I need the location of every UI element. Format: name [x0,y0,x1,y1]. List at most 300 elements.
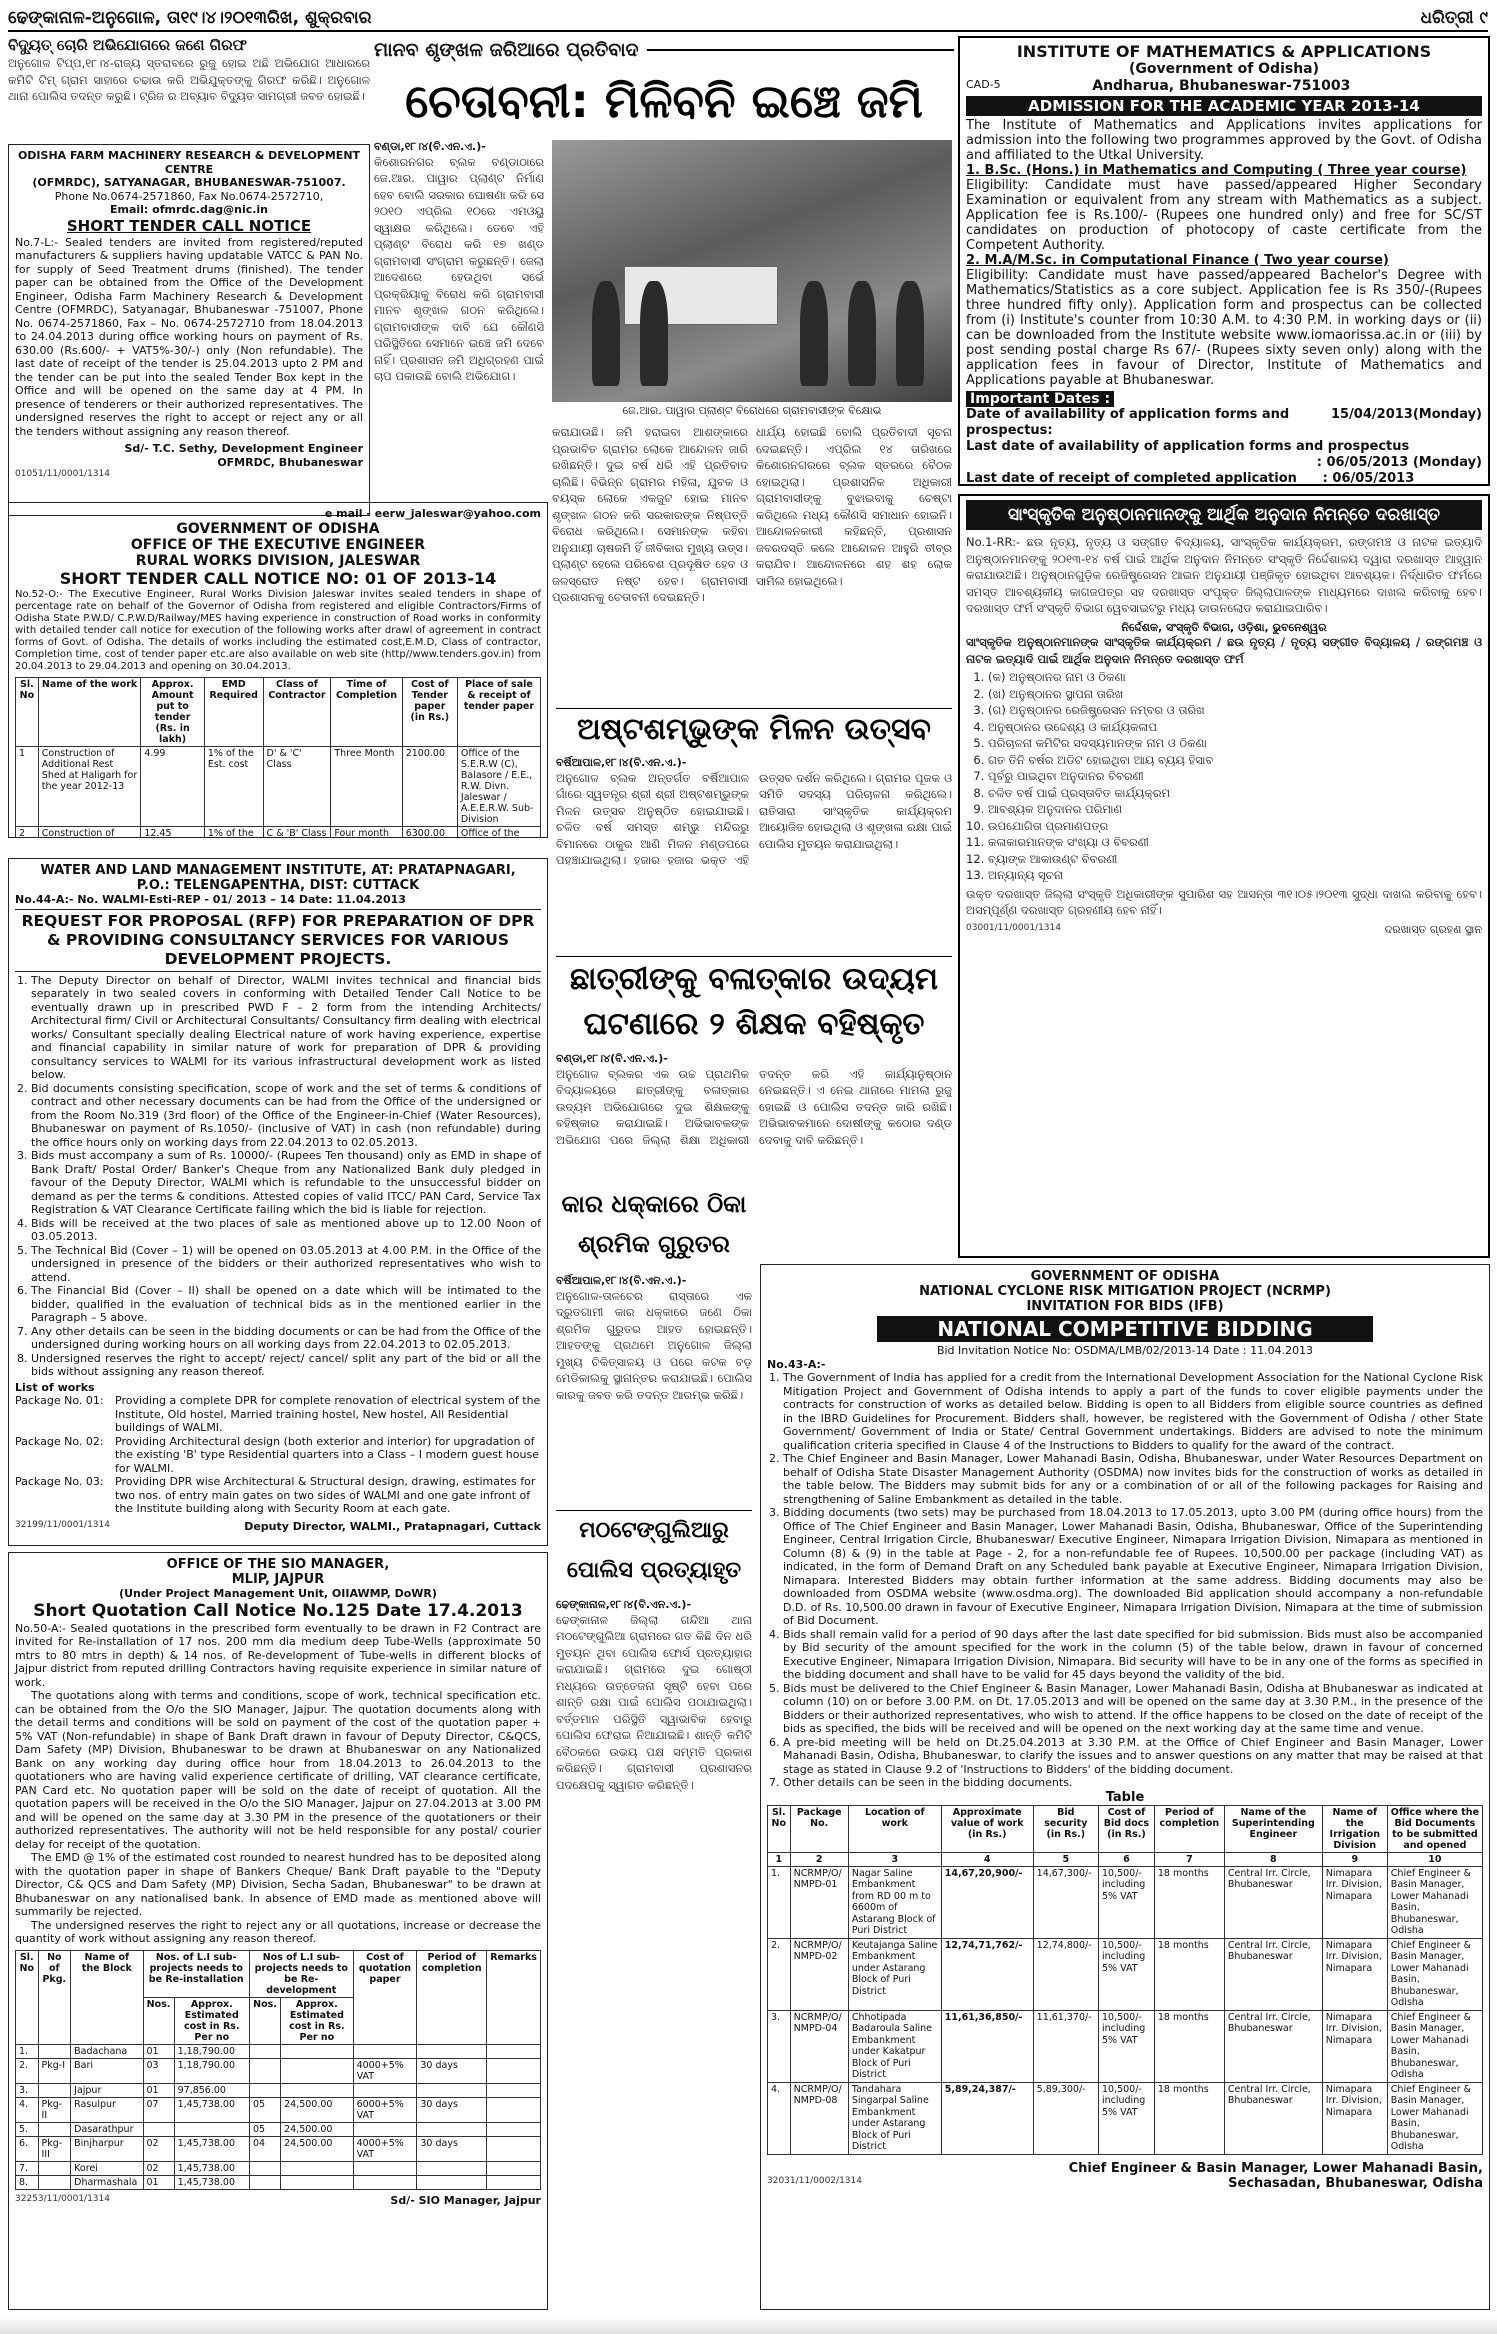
table-cell: 1% of the [204,826,263,838]
table-cell [249,2175,280,2189]
date-row [966,471,1482,486]
form-item: 4. ଅନୁଷ୍ଠାନର ଉଦ୍ଦେଶ୍ୟ ଓ କାର୍ଯ୍ୟକଳାପ [988,719,1482,736]
table-cell: 1,45,738.00 [174,2175,249,2189]
table-cell: Chief Engineer & Basin Manager, Lower Mahanadi Basin, Bhubaneswar, Odisha [1387,2082,1482,2154]
table-cell: 1,45,738.00 [174,2136,249,2161]
table-cell: 97,856.00 [174,2083,249,2097]
electric-theft-body: ଅନୁଗୋଳ ଟିପ୍ପ,୧୮।୪-ରାଜ୍ୟ ସ୍ତରାବରେ ରୁଜୁ ହୋଇ ଅଛି ଅଭିଯୋଗ ଆଧାରରେ କମିଟି ଟିମ୍ ଗ୍ରାମ ସାହାରେ ଚଢାଉ କରି ଅଭିଯୁକ୍ତଙ୍କୁ ଗିରଫ କରିଛି। ଅନୁଗୋଳ ଥାନା ପୋଲିସ ତଦନ୍ତ କରୁଛି। ଟ୍ରିଜ ର ଅବ୍ୟାବ ବିଦ୍ୟୁତ ସାମଗ୍ରୀ ଜବତ ହୋଇଛି। [8,56,370,103]
table-cell: 1 [16,746,39,826]
table-cell: Badachana [71,2044,143,2058]
table-header-cell: Period of completion [417,1950,487,2044]
table-cell: 11,61,36,850/- [941,2010,1033,2082]
ima-dates-list [966,407,1482,486]
table-cell: 07 [143,2097,174,2122]
table-cell [487,2058,541,2083]
table-cell [281,2175,353,2189]
form-item: 13. ଅନ୍ୟାନ୍ୟ ସୂଚନା [988,867,1482,884]
date-label: Last date of availability of application forms and prospectus [966,439,1410,454]
form-item: 3. (ଗ) ଅନୁଷ୍ଠାନର ରେଜିଷ୍ଟ୍ରେସନ ନମ୍ବର ଓ ତାରିଖ [988,702,1482,719]
table-row [16,2044,541,2058]
table-cell: 4000+5% VAT [353,2136,417,2161]
ima-dates-title: Important Dates : [966,391,1114,407]
list-item: 1. The Deputy Director on behalf of Director, WALMI invites technical and financial bids separately in two sealed covers in conforming with Detailed Tender Call Notice to be eventually drawn up in prescribed PWD F – 2 form from the intending Architects/ Architectural firm/ Civil or Architectural Consultants/ Consultancy firm dealing with electrical works/ Consultant specially dealing Electrical nature of work having experience, expertise and financial capability in similar nature of work for preparation of DPR & providing consultancy services to WALMI for its various infrastructural development work as listed below. [31,974,541,1082]
package-description: Providing DPR wise Architectural & Structural design, drawing, estimates for two nos. of entry main gates on two sides of WALMI and one gate infront of the Institute building along with Security Room at each gate. [115,1475,536,1515]
table-header-cell: Cost of quotation paper [353,1950,417,2044]
table-column-number: 3 [848,1852,941,1866]
table-cell: 1. [768,1866,791,1938]
table-column-number: 7 [1154,1852,1224,1866]
date-row [966,439,1482,455]
teacher-story [556,1052,952,1180]
package-label: Package No. 02: [15,1434,104,1448]
table-header-cell: EMD Required [204,677,263,746]
walmi-signature: Deputy Director, WALMI., Pratapnagari, Cuttack [244,1519,541,1533]
table-cell: 1,18,790.00 [174,2058,249,2083]
table-cell [143,2122,174,2136]
table-cell: 12,74,71,762/- [941,1938,1033,2010]
table-cell: 7. [16,2161,39,2175]
date-row [966,455,1482,471]
form-item: 5. ପରିଚାଳନା କମିଟିର ସଦସ୍ୟମାନଙ୍କ ନାମ ଓ ଠିକଣା [988,735,1482,752]
culture-footer: ଉକ୍ତ ଦରଖାସ୍ତ ଜିଲ୍ଲା ସଂସ୍କୃତି ଅଧିକାରୀଙ୍କ ସୁପାରିଶ ସହ ଆସନ୍ତା ୩୧।୦୫।୨୦୧୩ ସୁଦ୍ଧା ଦାଖଲ କରିବାକୁ ହେବ। ଅସମ୍ପୂର୍ଣ୍ଣ ଦରଖାସ୍ତ ଗ୍ରହଣୀୟ ହେବ ନାହିଁ। [966,886,1482,917]
table-cell: 1% of the Est. cost [204,746,263,826]
table-row [768,1938,1483,2010]
table-cell: 6300.00 [402,826,457,838]
ofmrdc-signature: Sd/- T.C. Sethy, Development Engineer [124,442,363,455]
package-label: Package No. 03: [15,1475,104,1488]
ofmrdc-org: ODISHA FARM MACHINERY RESEARCH & DEVELOPMENT CENTRE [17,149,361,176]
ofmrdc-title: SHORT TENDER CALL NOTICE [66,216,312,235]
ncrmp-project: NATIONAL CYCLONE RISK MITIGATION PROJECT (NCRMP) [919,1284,1331,1299]
table-cell: 02 [143,2161,174,2175]
teacher-suspended-headline [556,956,952,1048]
jajpur-office: OFFICE OF THE SIO MANAGER, [166,1557,390,1572]
table-subheader-cell: Approx. Estimated cost in Rs. Per no [174,1997,249,2044]
table-row [768,1866,1483,1938]
table-row [768,2082,1483,2154]
table-header-cell: Bid security (in Rs.) [1033,1805,1098,1852]
police-dateline: ଢେଙ୍କାନାଳ,୧୮।୪(ବି.ଏନ.ଏ.)- [556,1598,692,1611]
main-story-body-2: କରାଯାଉଛି। ଜମି ହରାଇବା ଆଶଙ୍କାରେ ପ୍ରଭାବିତ ଗ୍ରାମର ଲୋକେ ଆନ୍ଦୋଳନ ଜାରି ରଖିଛନ୍ତି। ଦୁଇ ବର୍ଷ ଧରି ଏହି ପ୍ରତିବାଦ ଚାଲିଛି। ବିଭିନ୍ନ ଗ୍ରାମର ମହିଳା, ଯୁବକ ଓ ବୟସ୍କ ଲୋକେ ଏକଜୁଟ ହୋଇ ମାନବ ଶୃଙ୍ଖଳ ଗଠନ କରି ସରକାରଙ୍କ ନିଷ୍ପତ୍ତି ବିରୋଧ କରିଥିଲେ। ସେମାନଙ୍କ କହିବା ଅନୁଯାୟୀ ଚାଷଜମି ହିଁ ଜୀବିକାର ମୁଖ୍ୟ ଉତ୍ସ। ପ୍ଲାଣ୍ଟ ହେଲେ ପରିବେଶ ପ୍ରଦୂଷିତ ହେବ ଓ ଜଳସ୍ରୋତ ନଷ୍ଟ ହେବ। ଗ୍ରାମବାସୀ ପ୍ରଶାସନକୁ ଚେତାବନୀ ଦେଇଛନ୍ତି। [552,425,748,604]
table-column-number: 4 [941,1852,1033,1866]
table-cell: 5,89,24,387/- [941,2082,1033,2154]
ima-course-2: 2. M.A/M.Sc. in Computational Finance ( Two year course) [966,253,1389,268]
table-cell: 02 [143,2136,174,2161]
walmi-address: WATER AND LAND MANAGEMENT INSTITUTE, AT: PRATAPNAGARI, [40,863,516,878]
table-header-cell: Name of the Superintending Engineer [1224,1805,1322,1852]
table-cell: 2100.00 [402,746,457,826]
table-header-cell: Name of the work [38,677,141,746]
main-story-col-2 [552,424,748,748]
table-cell: Nagar Saline Embankment from RD 00 m to 6600m of Astarang Block of Puri District [848,1866,941,1938]
table-cell: Bari [71,2058,143,2083]
table-cell: 30 days [417,2097,487,2122]
table-cell: 10,500/- including 5% VAT [1098,2082,1154,2154]
table-cell [249,2161,280,2175]
ima-address: Andharua, Bhubaneswar-751003 [1092,78,1351,94]
table-cell [417,2161,487,2175]
jajpur-para-3: The EMD @ 1% of the estimated cost rounded to nearest hundred has to be deposited along with the quotation paper in shape of Bankers Cheque/ Bank Draft payable to the "Deputy Director, C& QCS and Dam Safety (MP) Division, Secha Sadan, Bhubaneswar" to be drawn at Bhubaneswar on any nationalised bank. In absence of EMD made as mentioned above will summarily be rejected. [15,1851,541,1918]
table-cell: 18 months [1154,1866,1224,1938]
form-item: 7. ପୂର୍ବରୁ ପାଇଥିବା ଅନୁଦାନର ବିବରଣୀ [988,768,1482,785]
ncrmp-table-title: Table [1105,1789,1145,1805]
list-item: 7. Other details can be seen in the bidding documents. [783,1776,1483,1790]
table-cell [353,2122,417,2136]
masthead-dateline: ଢେଙ୍କାନାଳ-ଅନୁଗୋଳ, ତା୧୯।୪।୨୦୧୩ରିଖ, ଶୁକ୍ରବାର [8,8,372,28]
jajpur-works-table [15,1950,541,2190]
table-cell: D' & 'C' Class [263,746,331,826]
table-cell: 12.45 [141,826,205,838]
table-cell [38,2175,71,2189]
table-header-cell: Time of Completion [331,677,402,746]
table-cell: 03 [143,2058,174,2083]
list-item: 6. A pre-bid meeting will be held on Dt.25.04.2013 at 3.30 P.M. at the Office of Chief Engineer and Basin Manager, Lower Mahanadi Basin, Odisha, Bhubaneswar, to clarify the issues and to answer questions on any matter that may be raised at that stage as stated in Clause 9.2 of 'Instructions to Bidders' of the bidding document. [783,1736,1483,1777]
table-cell: Chief Engineer & Basin Manager, Lower Mahanadi Basin, Bhubaneswar, Odisha [1387,2010,1482,2082]
table-cell [353,2175,417,2189]
table-header-cell: Office where the Bid Documents to be submitted and opened [1387,1805,1482,1852]
table-header-cell: Package No. [790,1805,848,1852]
date-value: : 06/05/2013 [1322,471,1415,486]
culture-form-items [966,669,1482,884]
main-story-body-1: କିଶୋରନଗର ବ୍ଲକ ବଣ୍ଡାଠାରେ ଜେ.ଆର. ପାୱାର ପ୍ଲାଣ୍ଟ ନିର୍ମାଣ ହେବ ବୋଲି ସରକାର ଘୋଷଣା କରି ସେ ୨୦୧୦ ଏପ୍ରିଲ ୧୦ରେ ଏମଓୟୁ ସ୍ୱାକ୍ଷର କରିଥିଲେ। ତେବେ ଏହି ପ୍ଲାଣ୍ଟ ବିରୋଧ କରି ୧୭ ଖଣ୍ଡ ଗ୍ରାମବାସୀ ସଂଗ୍ରାମ କରୁଛନ୍ତି। ଜେଲା ଆଦେଶରେ ହେଉଥିବା ସର୍ଭେ ପ୍ରକ୍ରିୟାକୁ ବିରୋଧ କରି ଗ୍ରାମବାସୀ ମାନବ ଶୃଙ୍ଖଳ ଗଠନ କରିଥିଲେ। ଗ୍ରାମବାସୀଙ୍କ ଦାବି ଯେ କୌଣସି ପରିସ୍ଥିତିରେ ସେମାନେ ଇଞ୍ଚେ ଜମି ଦେବେ ନାହିଁ। ପ୍ରଶାସନ ଜମି ଅଧିଗ୍ରହଣ ପାଇଁ ଚାପ ପକାଉଛି ବୋଲି ଅଭିଯୋଗ। [374,154,544,383]
table-header-cell: Name of the Block [71,1950,143,2044]
date-row [966,407,1482,439]
main-headline: ଚେତାବନୀ: ମିଳିବନି ଇଞ୍ଚେ ଜମି [405,74,923,128]
table-header-cell: Approximate value of work (in Rs.) [941,1805,1033,1852]
walmi-conditions-list [15,974,541,1379]
table-column-number: 2 [790,1852,848,1866]
table-cell: 18 months [1154,1938,1224,2010]
table-cell: 5,89,300/- [1033,2082,1098,2154]
main-story-col-3 [756,424,952,748]
table-cell: Chief Engineer & Basin Manager, Lower Mahanadi Basin, Bhubaneswar, Odisha [1387,1866,1482,1938]
table-cell: Pkg-II [38,2097,71,2122]
ima-course-1-body: Eligibility: Candidate must have passed/appeared Higher Secondary Examination or equivalent from any stream with Mathematics as a subject. Application fee is Rs.100/- (Rupees one hundred only) and free for SC/ST candidates on production of photocopy of caste certificate from the Competent Authority. [966,178,1482,253]
table-cell [249,2058,280,2083]
table-cell: 30 days [417,2136,487,2161]
table-header-cell: Cost of Bid docs (in Rs.) [1098,1805,1154,1852]
ncrmp-works-table [767,1805,1483,2155]
table-cell: 10,500/- including 5% VAT [1098,2010,1154,2082]
ncrmp-no-prefix: No.43-A:- [767,1357,826,1371]
table-cell [487,2044,541,2058]
table-cell [353,2044,417,2058]
table-column-number: 6 [1098,1852,1154,1866]
form-item: 9. ଆବଶ୍ୟକ ଅନୁଦାନର ପରିମାଣ [988,801,1482,818]
ofmrdc-phone: Phone No.0674-2571860, Fax No.0674-2572710, [54,189,324,203]
table-subheader-cell: Approx. Estimated cost in Rs. Per no [281,1997,353,2044]
form-item: 6. ଗତ ତିନି ବର୍ଷର ଅଡିଟ ହୋଇଥିବା ଆୟ ବ୍ୟୟ ହିସାବ [988,752,1482,769]
table-cell: NCRMP/O/ NMPD-08 [790,2082,848,2154]
table-cell: 11,61,370/- [1033,2010,1098,2082]
form-item: 11. କଳାକାରମାନଙ୍କ ସଂଖ୍ୟା ଓ ବିବରଣୀ [988,834,1482,851]
table-cell: Four month [331,826,402,838]
table-cell: 6000+5% VAT [353,2097,417,2122]
table-cell [174,2122,249,2136]
jaleswar-govt: GOVERNMENT OF ODISHA [176,520,380,537]
photo-caption: ଜେ.ଆର. ପାୱାର ପ୍ଲାଣ୍ଟ ବିରୋଧରେ ଗ୍ରାମବାସୀଙ୍କ ବିକ୍ଷୋଭ [622,404,882,417]
ima-cad-code: CAD-5 [966,78,1001,91]
table-cell [487,2161,541,2175]
ofmrdc-signature-office: OFMRDC, Bhubaneswar [217,455,363,469]
table-cell: Binjharpur [71,2136,143,2161]
table-cell: Keutajanga Saline Embankment under Astarang Block of Puri District [848,1938,941,2010]
culture-code: 03001/11/0001/1314 [966,922,1061,933]
table-cell: Office of the S.E.R.W (C), Balasore / E.E., R.W. Divn. Jaleswar / A.E.E.R.W. Sub-Division [457,746,540,826]
table-cell [353,2161,417,2175]
package-row [15,1394,541,1435]
festival-headline: ଅଷ୍ଟଶମ୍ଭୁଙ୍କ ମିଳନ ଉତ୍ସବ [556,708,952,752]
package-row [15,1475,541,1516]
ima-course-2-body: Eligibility: Candidate must have passed/appeared Bachelor's Degree with Mathematics/Statistics as a core subject. Application fee is Rs 350/-(Rupees three hundred fifty only). Application form and prospectus can be collected from (i) Institute's counter from 10:30 A.M. to 4:30 P.M. in working days or (ii) can be downloaded from the Institute website www.iomaorissa.ac.in or (iii) by post sending postal charge Rs 67/- (Rupees sixty seven only) along with the application fees in favour of Director, Institute of Mathematics and Applications payable at Bhubaneswar. [966,268,1482,388]
table-cell [281,2044,353,2058]
table-cell [38,2161,71,2175]
jajpur-pmu: (Under Project Management Unit, OIIAWMP, DoWR) [119,1587,437,1600]
ima-banner: ADMISSION FOR THE ACADEMIC YEAR 2013-14 [966,96,1482,116]
table-cell [417,2175,487,2189]
table-cell [487,2097,541,2122]
table-row [768,2010,1483,2082]
table-cell: Construction of Additional Rest Shed at Haligarh for the year 2012-13 [38,746,141,826]
table-cell: Central Irr. Circle, Bhubaneswar [1224,2010,1322,2082]
ima-govt: (Government of Odisha) [1128,61,1320,77]
form-item: 12. ବ୍ୟାଙ୍କ ଆକାଉଣ୍ଟ ବିବରଣୀ [988,851,1482,868]
ncrmp-code: 32031/11/0002/1314 [767,2175,862,2186]
table-cell: 2. [768,1938,791,2010]
table-cell [487,2136,541,2161]
table-cell: 2. [16,2058,39,2083]
table-row [16,826,541,838]
table-cell [249,2044,280,2058]
table-cell [249,2083,280,2097]
package-description: Providing Architectural design (both exterior and interior) for upgradation of the existing 'B' type Residential quarters into a Class – I modern guest house for WALMI. [115,1434,539,1475]
jajpur-signature: Sd/- SIO Manager, Jajpur [390,2193,541,2207]
festival-dateline: ବର୍ଷିଆପାଳ,୧୮।୪(ବି.ଏନ.ଏ.)- [556,756,687,769]
walmi-packages [15,1394,541,1516]
table-cell: 8. [16,2175,39,2189]
list-item: 7. Any other details can be seen in the bidding documents or can be had from the Office of the undersigned during working hours on all working days from 22.04.2013 to 02.05.2013. [31,1325,541,1352]
table-cell [417,2083,487,2097]
table-header-cell: Approx. Amount put to tender (Rs. in lakh) [141,677,205,746]
table-cell [281,2161,353,2175]
jajpur-quotation-notice [8,1552,548,2310]
ofmrdc-body: No.7-L:- Sealed tenders are invited from registered/reputed manufacturers & suppliers having updatable VATCC & PAN No. for supply of Seed Treatment drums (finished). The tender paper can be obtained from the Office of the Development Engineer, Odisha Farm Machinery Research & Development Centre (OFMRDC), Satyanagar, Bhubaneswar -751007, Phone No. 0674-2571860, Fax – No. 0674-2572710 from 18.04.2013 to 24.04.2013 during office working hours on payment of Rs. 630.00 (Rs.600/- + VAT5%-30/-) only (Non refundable). The last date of receipt of the tender is 25.04.2013 upto 2 PM and the tender can be put into the sealed Tender Box kept in the Office and will be opened on the same day at 4 PM. In presence of tenderers or their authorized representatives. The undersigned reserves the right to accept or reject any or all the tenders without assigning any reason thereof. [15,235,363,438]
table-cell: 1,45,738.00 [174,2097,249,2122]
table-header-cell: Nos of L.I sub-projects needs to be Re-development [249,1950,353,1997]
list-item: 4. Bids will be received at the two places of sale as mentioned above up to 12.00 Noon of 03.05.2013. [31,1217,541,1244]
table-header-cell: Name of the Irrigation Division [1322,1805,1387,1852]
masthead-page-number: ଧରିତ୍ରୀ ୯ [1420,8,1488,28]
table-cell: Pkg-I [38,2058,71,2083]
list-item: 5. Bids must be delivered to the Chief Engineer & Basin Manager, Lower Mahanadi Basin, Odisha at Bhubaneswar as indicated at column (10) on or before 3.00 P.M. on Dt. 17.05.2013 and will be opened on the same day at 3.30 P.M., in the presence of the Bidders or their authorized representatives, who wish to attend. If the office happens to be closed on the date of receipt of the bids as specified, the bids will be received and will be opened on the next working day at the same time and venue. [783,1682,1483,1736]
table-header-cell: Period of completion [1154,1805,1224,1852]
table-cell [487,2175,541,2189]
table-cell [487,2083,541,2097]
ofmrdc-org-address: (OFMRDC), SATYANAGAR, BHUBANESWAR-751007. [32,176,346,189]
kicker-row [374,36,954,64]
list-item: 6. The Financial Bid (Cover – II) shall be opened on a date which will be intimated to the bidder, qualified in the evaluation of technical bids as in the mentioned earlier in the Paragraph – 5 above. [31,1284,541,1325]
page-bottom-strip [0,2316,1497,2334]
table-cell: Korei [71,2161,143,2175]
table-cell: 6. [16,2136,39,2161]
jaleswar-office: OFFICE OF THE EXECUTIVE ENGINEER [130,536,426,553]
table-header-cell: Sl. No [16,677,39,746]
teacher-headline-line-2: ଘଟଣାରେ ୨ ଶିକ୍ଷକ ବହିଷ୍କୃତ [583,1006,925,1042]
list-item: 3. Bids must accompany a sum of Rs. 10000/- (Rupees Ten thousand) only as EMD in shape of Bank Draft/ Postal Order/ Banker's Cheque from any Nationalized Bank duly pledged in favour of the Deputy Director, WALMI which is refundable to the unsuccessful bidder on demand as per the terms & conditions. Attested copies of valid ITCC/ PAN Card, Service Tax Registration & VAT Clearance Certificate failing which the bid is liable for rejection. [31,1149,541,1217]
ofmrdc-email: Email: ofmrdc.dag@nic.in [109,203,269,216]
table-cell [38,2083,71,2097]
table-header-cell: Sl. No [768,1805,791,1852]
ima-course-1: 1. B.Sc. (Hons.) in Mathematics and Computing ( Three year course) [966,163,1467,178]
table-cell: 4. [768,2082,791,2154]
table-cell: Dharmashala [71,2175,143,2189]
table-cell: 4000+5% VAT [353,2058,417,2083]
ima-intro: The Institute of Mathematics and Applications invites applications for admission into the following two programmes approved by the Govt. of Odisha and affiliated to the Utkal University. [966,118,1482,163]
ima-admission-ad [958,36,1490,486]
table-cell: C & 'B' Class [263,826,331,838]
table-header-cell: Sl. No [16,1950,39,2044]
ofmrdc-code: 01051/11/0001/1314 [15,469,110,479]
date-value: : 06/05/2013 (Monday) [1316,455,1482,470]
table-cell: Nimapara Irr. Division, Nimapara [1322,1866,1387,1938]
table-cell: 01 [143,2083,174,2097]
table-cell: 10,500/- including 5% VAT [1098,1866,1154,1938]
table-cell: NCRMP/O/ NMPD-02 [790,1938,848,2010]
list-item: 1. The Government of India has applied for a credit from the International Development Association for the National Cyclone Risk Mitigation Project and Government of Odisha intends to apply a part of the funds to cover eligible payments under the contracts for construction of works as detailed below. Bidding is open to all Bidders from eligible source countries as defined in the IBRD Guidelines for Procurement. Bidders shall, however, be registered with the Government of Odisha / other State Government/ Government of India or State/ Central Government undertakings. Bidders are advised to note the minimum qualification criteria specified in Clause 4 of the Instructions to Bidders to qualify for the award of the contract. [783,1371,1483,1452]
table-cell: 12,74,800/- [1033,1938,1098,2010]
table-cell: Tandahara Singarpal Saline Embankment under Astarang Block of Puri District [848,2082,941,2154]
table-cell [487,2122,541,2136]
table-cell: Three Month [331,746,402,826]
table-cell: Jajpur [71,2083,143,2097]
teacher-body: ଅନୁଗୋଳ ବ୍ଲକର ଏକ ଉଚ୍ଚ ପ୍ରାଥମିକ ବିଦ୍ୟାଳୟରେ ଛାତ୍ରୀଙ୍କୁ ବଳାତ୍କାର ଉଦ୍ୟମ ଅଭିଯୋଗରେ ଦୁଇ ଶିକ୍ଷକଙ୍କୁ ବହିଷ୍କାର କରାଯାଇଛି। ଅଭିଭାବକଙ୍କ ଅଭିଯୋଗ ପରେ ଜିଲ୍ଲା ଶିକ୍ଷା ଅଧିକାରୀ ତଦନ୍ତ କରି ଏହି କାର୍ଯ୍ୟାନୁଷ୍ଠାନ ନେଇଛନ୍ତି। ଏ ନେଇ ଥାନାରେ ମାମଲା ରୁଜୁ ହୋଇଛି ଓ ପୋଲିସ ତଦନ୍ତ ଜାରି ରଖିଛି। ଅଭିଭାବକମାନେ ଦୋଷୀଙ୍କୁ କଠୋର ଦଣ୍ଡ ଦେବାକୁ ଦାବି କରିଛନ୍ତି। [556,1066,952,1147]
package-label: Package No. 01: [15,1394,104,1407]
table-cell [353,2083,417,2097]
list-item: 5. The Technical Bid (Cover – 1) will be opened on 03.05.2013 at 4.00 P.M. in the Office of the undersigned in presence of the bidders or their authorized representatives who wish to attend. [31,1244,541,1285]
table-cell: Central Irr. Circle, Bhubaneswar [1224,2082,1322,2154]
list-item: 8. Undersigned reserves the right to accept/ reject/ cancel/ split any part of the bid or all the bids without assigning any reason thereof. [31,1352,541,1379]
jaleswar-body: No.52-O:- The Executive Engineer, Rural Works Division Jaleswar invites sealed tenders in shape of percentage rate on behalf of the Governor of Odisha from registered and eligible Contractors/Firms of Odisha State P.W.D/ C.P.W.D/Railway/MES having experience in construction of Road works in conformity with detailed tender call notice for execution of the following works after drawl of agreement in contract forms of Govt. of Odisha. The details of works including the estimated cost,E.M.D, Class of contractor, Completion time, cost of tender paper etc.are also available on web site (http//www.tenders.gov.in) from 20.04.2013 to 29.04.2013 and opening on 30.04.2013. [15,588,541,672]
festival-story [556,756,952,952]
walmi-address-2: P.O.: TELENGAPENTHA, DIST: CUTTACK [136,878,420,893]
table-cell: Central Irr. Circle, Bhubaneswar [1224,1866,1322,1938]
culture-form-office: ନିର୍ଦ୍ଦେଶକ, ସଂସ୍କୃତି ବିଭାଗ, ଓଡ଼ିଶା, ଭୁବନେଶ୍ୱର [1121,620,1327,634]
list-item: 3. Bidding documents (two sets) may be purchased from 18.04.2013 to 17.05.2013, upto 3.00 PM (during office hours) from the Office of The Chief Engineer and Basin Manager, Lower Mahanadi Basin, Odisha, Bhubaneswar, Office of the Superintending Engineer, Central Irrigation Circle, Bhubaneswar/ Executive Engineer, Nimapara Irrigation Division, Nimapara as mentioned in Column (8) & (9) in the table at Page - 2, for a non-refundable fee of Rupees. 10,500.00 per package (including VAT) as indicated, in the form of Demand Draft on any Scheduled bank payable at Executive Engineer, Nimapara Irrigation Division, Nimapara. Interested Bidders may obtain further information at the same address. Bidding documents may also be downloaded from OSDMA website (www.osdma.org). The downloaded Bid application should accompany a non-refundable D.D. of Rs. 10,500.00 drawn in favour of Executive Engineer, Nimapara Irrigation Division, Nimapara at the time of submission of Bid Document. [783,1506,1483,1628]
ncrmp-bid-notice [760,1264,1490,2310]
table-cell: Pkg-III [38,2136,71,2161]
table-cell: Nimapara Irr. Division, Nimapara [1322,2082,1387,2154]
electric-theft-story [8,36,370,140]
table-cell: 05 [249,2122,280,2136]
jaleswar-email: e mail - eerw_jaleswar@yahoo.com [324,507,541,520]
date-label: Date of availability of application forms and prospectus: [966,407,1290,438]
table-cell: 2 [16,826,39,838]
accident-body: ଅନୁଗୋଳ-ତାଳଚେର ରାସ୍ତାରେ ଏକ ଦ୍ରୁତଗାମୀ କାର ଧକ୍କାରେ ଜଣେ ଠିକା ଶ୍ରମିକ ଗୁରୁତର ଆହତ ହୋଇଛନ୍ତି। ଆହତଙ୍କୁ ପ୍ରଥମେ ଅନୁଗୋଳ ଜିଲ୍ଲା ମୁଖ୍ୟ ଚିକିତ୍ସାଳୟ ଓ ପରେ କଟକ ବଡ଼ ମେଡିକାଲକୁ ସ୍ଥାନାନ୍ତର କରାଯାଇଛି। ପୋଲିସ କାରକୁ ଜବତ କରି ତଦନ୍ତ ଆରମ୍ଭ କରିଛି। [556,1288,752,1402]
table-cell: Central Irr. Circle, Bhubaneswar [1224,1938,1322,2010]
festival-body: ଅନୁଗୋଳ ବ୍ଲକ ଅନ୍ତର୍ଗତ ବର୍ଷିଆପାଳ ଗାଁରେ ସ୍ୱତନ୍ତ୍ର ଶ୍ରୀ ଶ୍ରୀ ଅଷ୍ଟଶମ୍ଭୁଙ୍କ ମିଳନ ଉତ୍ସବ ଅନୁଷ୍ଠିତ ହୋଇଯାଇଛି। ଚଳିତ ବର୍ଷ ସମସ୍ତ ଶମ୍ଭୁ ମନ୍ଦିରରୁ ବିମାନରେ ଠାକୁର ଆଣି ମିଳନ ମଣ୍ଡପରେ ପହଞ୍ଚାଯାଇଥିଲା। ହଜାର ହଜାର ଭକ୍ତ ଏହି ଉତ୍ସବ ଦର୍ଶନ କରିଥିଲେ। ଗ୍ରାମର ପୂଜକ ଓ ସମିତି ସଦସ୍ୟ ପରିଚାଳନା କରିଥିଲେ। ରାତିସାରା ସାଂସ୍କୃତିକ କାର୍ଯ୍ୟକ୍ରମ ଆୟୋଜିତ ହୋଇଥିଲା ଓ ଶୃଙ୍ଖଳା ରକ୍ଷା ପାଇଁ ପୋଲିସ ମୁତୟନ କରାଯାଇଥିଲା। [556,770,952,867]
table-cell: 1,45,738.00 [174,2161,249,2175]
ncrmp-govt: GOVERNMENT OF ODISHA [1030,1269,1220,1284]
table-row [16,2122,541,2136]
date-label: Last date of receipt of completed application [966,471,1297,486]
table-cell: 04 [249,2136,280,2161]
ncrmp-ifb: INVITATION FOR BIDS (IFB) [1026,1299,1224,1314]
table-cell: 18 months [1154,2082,1224,2154]
culture-body: No.1-RR:- ଛଉ ନୃତ୍ୟ, ନୃତ୍ୟ ଓ ସଙ୍ଗୀତ ବିଦ୍ୟାଳୟ, ସାଂସ୍କୃତିକ କାର୍ଯ୍ୟକ୍ରମ, ରଙ୍ଗମଞ୍ଚ ଓ ନାଟକ ଇତ୍ୟାଦି ଅନୁଷ୍ଠାନମାନଙ୍କୁ ୨୦୧୩-୧୪ ବର୍ଷ ପାଇଁ ଆର୍ଥିକ ଅନୁଦାନ ନିମନ୍ତେ ସଂସ୍କୃତି ନିର୍ଦ୍ଦେଶାଳୟ ଦ୍ୱାରା ଦରଖାସ୍ତ ଆହ୍ୱାନ କରାଯାଉଅଛି। ଅନୁଷ୍ଠାନଗୁଡ଼ିକ ରେଜିଷ୍ଟ୍ରେସନ ଆଇନ ଅନୁଯାୟୀ ପଞ୍ଜିକୃତ ହୋଇଥିବା ଆବଶ୍ୟକ। ନିର୍ଦ୍ଧାରିତ ଫର୍ମରେ ସମସ୍ତ ଆବଶ୍ୟକୀୟ କାଗଜପତ୍ର ସହ ଦରଖାସ୍ତ ସଂପୃକ୍ତ ଜିଲ୍ଲାପାଳଙ୍କ ମାଧ୍ୟମରେ ଦାଖଲ କରିବାକୁ ହେବ। ଦରଖାସ୍ତ ଫର୍ମ ସଂସ୍କୃତି ବିଭାଗ ୱେବସାଇଟରୁ ମଧ୍ୟ ଡାଉନଲୋଡ କରାଯାଇପାରିବ। [966,535,1482,615]
table-row [16,746,541,826]
jaleswar-division: RURAL WORKS DIVISION, JALESWAR [135,552,421,569]
table-cell: 24,500.00 [281,2136,353,2161]
table-cell [417,2122,487,2136]
form-item: 2. (ଖ) ଅନୁଷ୍ଠାନର ସ୍ଥାପନା ତାରିଖ [988,686,1482,703]
table-cell: 30 days [417,2058,487,2083]
package-description: Providing a complete DPR for complete renovation of electrical system of the Institute, Old hostel, Married training hostel, New hostel, All Residential buildings of WALMI. [115,1394,541,1434]
culture-signature: ଦରଖାସ୍ତ ଗ୍ରହଣ ସ୍ଥାନ [1384,922,1482,936]
table-cell: 1,18,790.00 [174,2044,249,2058]
table-cell: Construction of [38,826,141,838]
culture-form-title: ସାଂସ୍କୃତିକ ଅନୁଷ୍ଠାନମାନଙ୍କ ସାଂସ୍କୃତିକ କାର୍ଯ୍ୟକ୍ରମ / ଛଉ ନୃତ୍ୟ / ନୃତ୍ୟ ସଙ୍ଗୀତ ବିଦ୍ୟାଳୟ / ରଙ୍ଗମଞ୍ଚ ଓ ନାଟକ ଇତ୍ୟାଦି ପାଇଁ ଆର୍ଥିକ ଅନୁଦାନ ନିମନ୍ତେ ଦରଖାସ୍ତ ଫର୍ମ [966,635,1482,666]
walmi-title: REQUEST FOR PROPOSAL (RFP) FOR PREPARATION OF DPR & PROVIDING CONSULTANCY SERVICES FOR VARIOUS DEVELOPMENT PROJECTS. [21,911,535,968]
table-cell [38,2122,71,2136]
table-row [16,2136,541,2161]
list-item: 2. The Chief Engineer and Basin Manager, Lower Mahanadi Basin, Odisha, Bhubaneswar, under Water Resources Department on behalf of Odisha State Disaster Management Authority (OSDMA) now invites bids for the construction of works as detailed in the table below. The Bidders may submit bids for any or a combination of or all of the following packages for Raising and strengthening of Saline Embankment as detailed in the table. [783,1452,1483,1506]
form-item: 10. ଉପଯୋଗିତା ପ୍ରମାଣପତ୍ର [988,818,1482,835]
table-header-cell: Cost of Tender paper (in Rs.) [402,677,457,746]
table-cell: Rasulpur [71,2097,143,2122]
accident-story [556,1274,752,1506]
table-column-number: 8 [1224,1852,1322,1866]
ncrmp-banner: NATIONAL COMPETITIVE BIDDING [877,1316,1373,1342]
table-cell [417,2044,487,2058]
table-header-cell: Class of Contractor [263,677,331,746]
table-row [16,2083,541,2097]
jajpur-title: Short Quotation Call Notice No.125 Date 17.4.2013 [33,1600,523,1621]
table-column-number: 10 [1387,1852,1482,1866]
table-column-number: 9 [1322,1852,1387,1866]
teacher-dateline: ବଣ୍ଡା,୧୮।୪(ବି.ଏନ.ଏ.)- [556,1052,668,1065]
table-column-number: 5 [1033,1852,1098,1866]
police-story [556,1598,752,2310]
protest-photo [552,140,952,402]
table-cell: 1. [16,2044,39,2058]
table-cell: 14,67,20,900/- [941,1866,1033,1938]
police-withdrawn-headline: ମଠଟେଙ୍ଗୁଲିଆରୁ ପୋଲିସ ପ୍ରତ୍ୟାହୃତ [556,1510,752,1594]
jajpur-para-4: The undersigned reserves the right to reject any or all quotations, increase or decrease the quantity of work without assigning any reason thereof. [15,1918,541,1945]
table-header-cell: No of Pkg. [38,1950,71,2044]
culture-title: ସାଂସ୍କୃତିକ ଅନୁଷ୍ଠାନମାନଙ୍କୁ ଆର୍ଥିକ ଅନୁଦାନ ନିମନ୍ତେ ଦରଖାସ୍ତ [966,500,1482,530]
ncrmp-bid-number: Bid Invitation Notice No: OSDMA/LMB/02/2013-14 Date : 11.04.2013 [936,1344,1314,1357]
electric-theft-headline: ବିଦ୍ୟୁତ୍ ଚୋରି ଅଭିଯୋଗରେ ଜଣେ ଗିରଫ [8,36,247,54]
table-cell: Chhotipada Badaroula Saline Embankment under Kakatpur Block of Puri District [848,2010,941,2082]
list-item: 4. Bids shall remain valid for a period of 90 days after the last date specified for bid submission. Bids must also be accompanied by Bid security of the amount specified for the work in the column (5) of the table below, drawn in favour of concerned Executive Engineer, Nimapara Irrigation Division, Nimapara. Bid security will have to be in any one of the forms as specified in the bidding document and shall have to be valid for 45 days beyond the validity of the bid. [783,1628,1483,1682]
table-cell: 24,500.00 [281,2122,353,2136]
ncrmp-signature-2: Sechasadan, Bhubaneswar, Odisha [1228,2175,1483,2191]
form-item: 1. (କ) ଅନୁଷ୍ଠାନର ନାମ ଓ ଠିକଣା [988,669,1482,686]
table-cell: 01 [143,2175,174,2189]
package-row [15,1435,541,1476]
main-story-body-3: ଧାର୍ଯ୍ୟ ହୋଇଛି ବୋଲି ପ୍ରତିବାଦୀ ସୂଚନା ଦେଇଛନ୍ତି। ଏପ୍ରିଲ ୧୪ ତାରିଖରେ କିଶୋରନଗରରେ ବ୍ଲକ ସ୍ତରରେ ବୈଠକ ହୋଇଥିଲା। ପ୍ରଶାସନିକ ଅଧିକାରୀ ଗ୍ରାମବାସୀଙ୍କୁ ବୁଝାଇବାକୁ ଚେଷ୍ଟା କରିଥିଲେ ମଧ୍ୟ କୌଣସି ସମାଧାନ ହୋଇନି। ଆନ୍ଦୋଳନକାରୀ କହିଛନ୍ତି, ପ୍ରଶାସନ ଜବରଦସ୍ତି କଲେ ଆନ୍ଦୋଳନ ଆହୁରି ତୀବ୍ର କରାଯିବ। ଆନ୍ଦୋଳନରେ ଶହ ଶହ ଲୋକ ସାମିଲ ହୋଇଥିଲେ। [756,425,952,588]
table-cell: 3. [16,2083,39,2097]
table-cell: 18 months [1154,2010,1224,2082]
table-column-number: 1 [768,1852,791,1866]
story-kicker: ମାନବ ଶୃଙ୍ଖଳ ଜରିଆରେ ପ୍ରତିବାଦ [374,39,639,61]
table-cell: Chief Engineer & Basin Manager, Lower Mahanadi Basin, Bhubaneswar, Odisha [1387,1938,1482,2010]
table-subheader-cell: Nos. [143,1997,174,2044]
table-cell: 10,500/- including 5% VAT [1098,1938,1154,2010]
walmi-code: 32199/11/0001/1314 [15,1519,110,1530]
ima-name: INSTITUTE OF MATHEMATICS & APPLICATIONS [1016,42,1432,61]
form-item: 8. ଚଳିତ ବର୍ଷ ପାଇଁ ପ୍ରସ୍ତାବିତ କାର୍ଯ୍ୟକ୍ରମ [988,785,1482,802]
